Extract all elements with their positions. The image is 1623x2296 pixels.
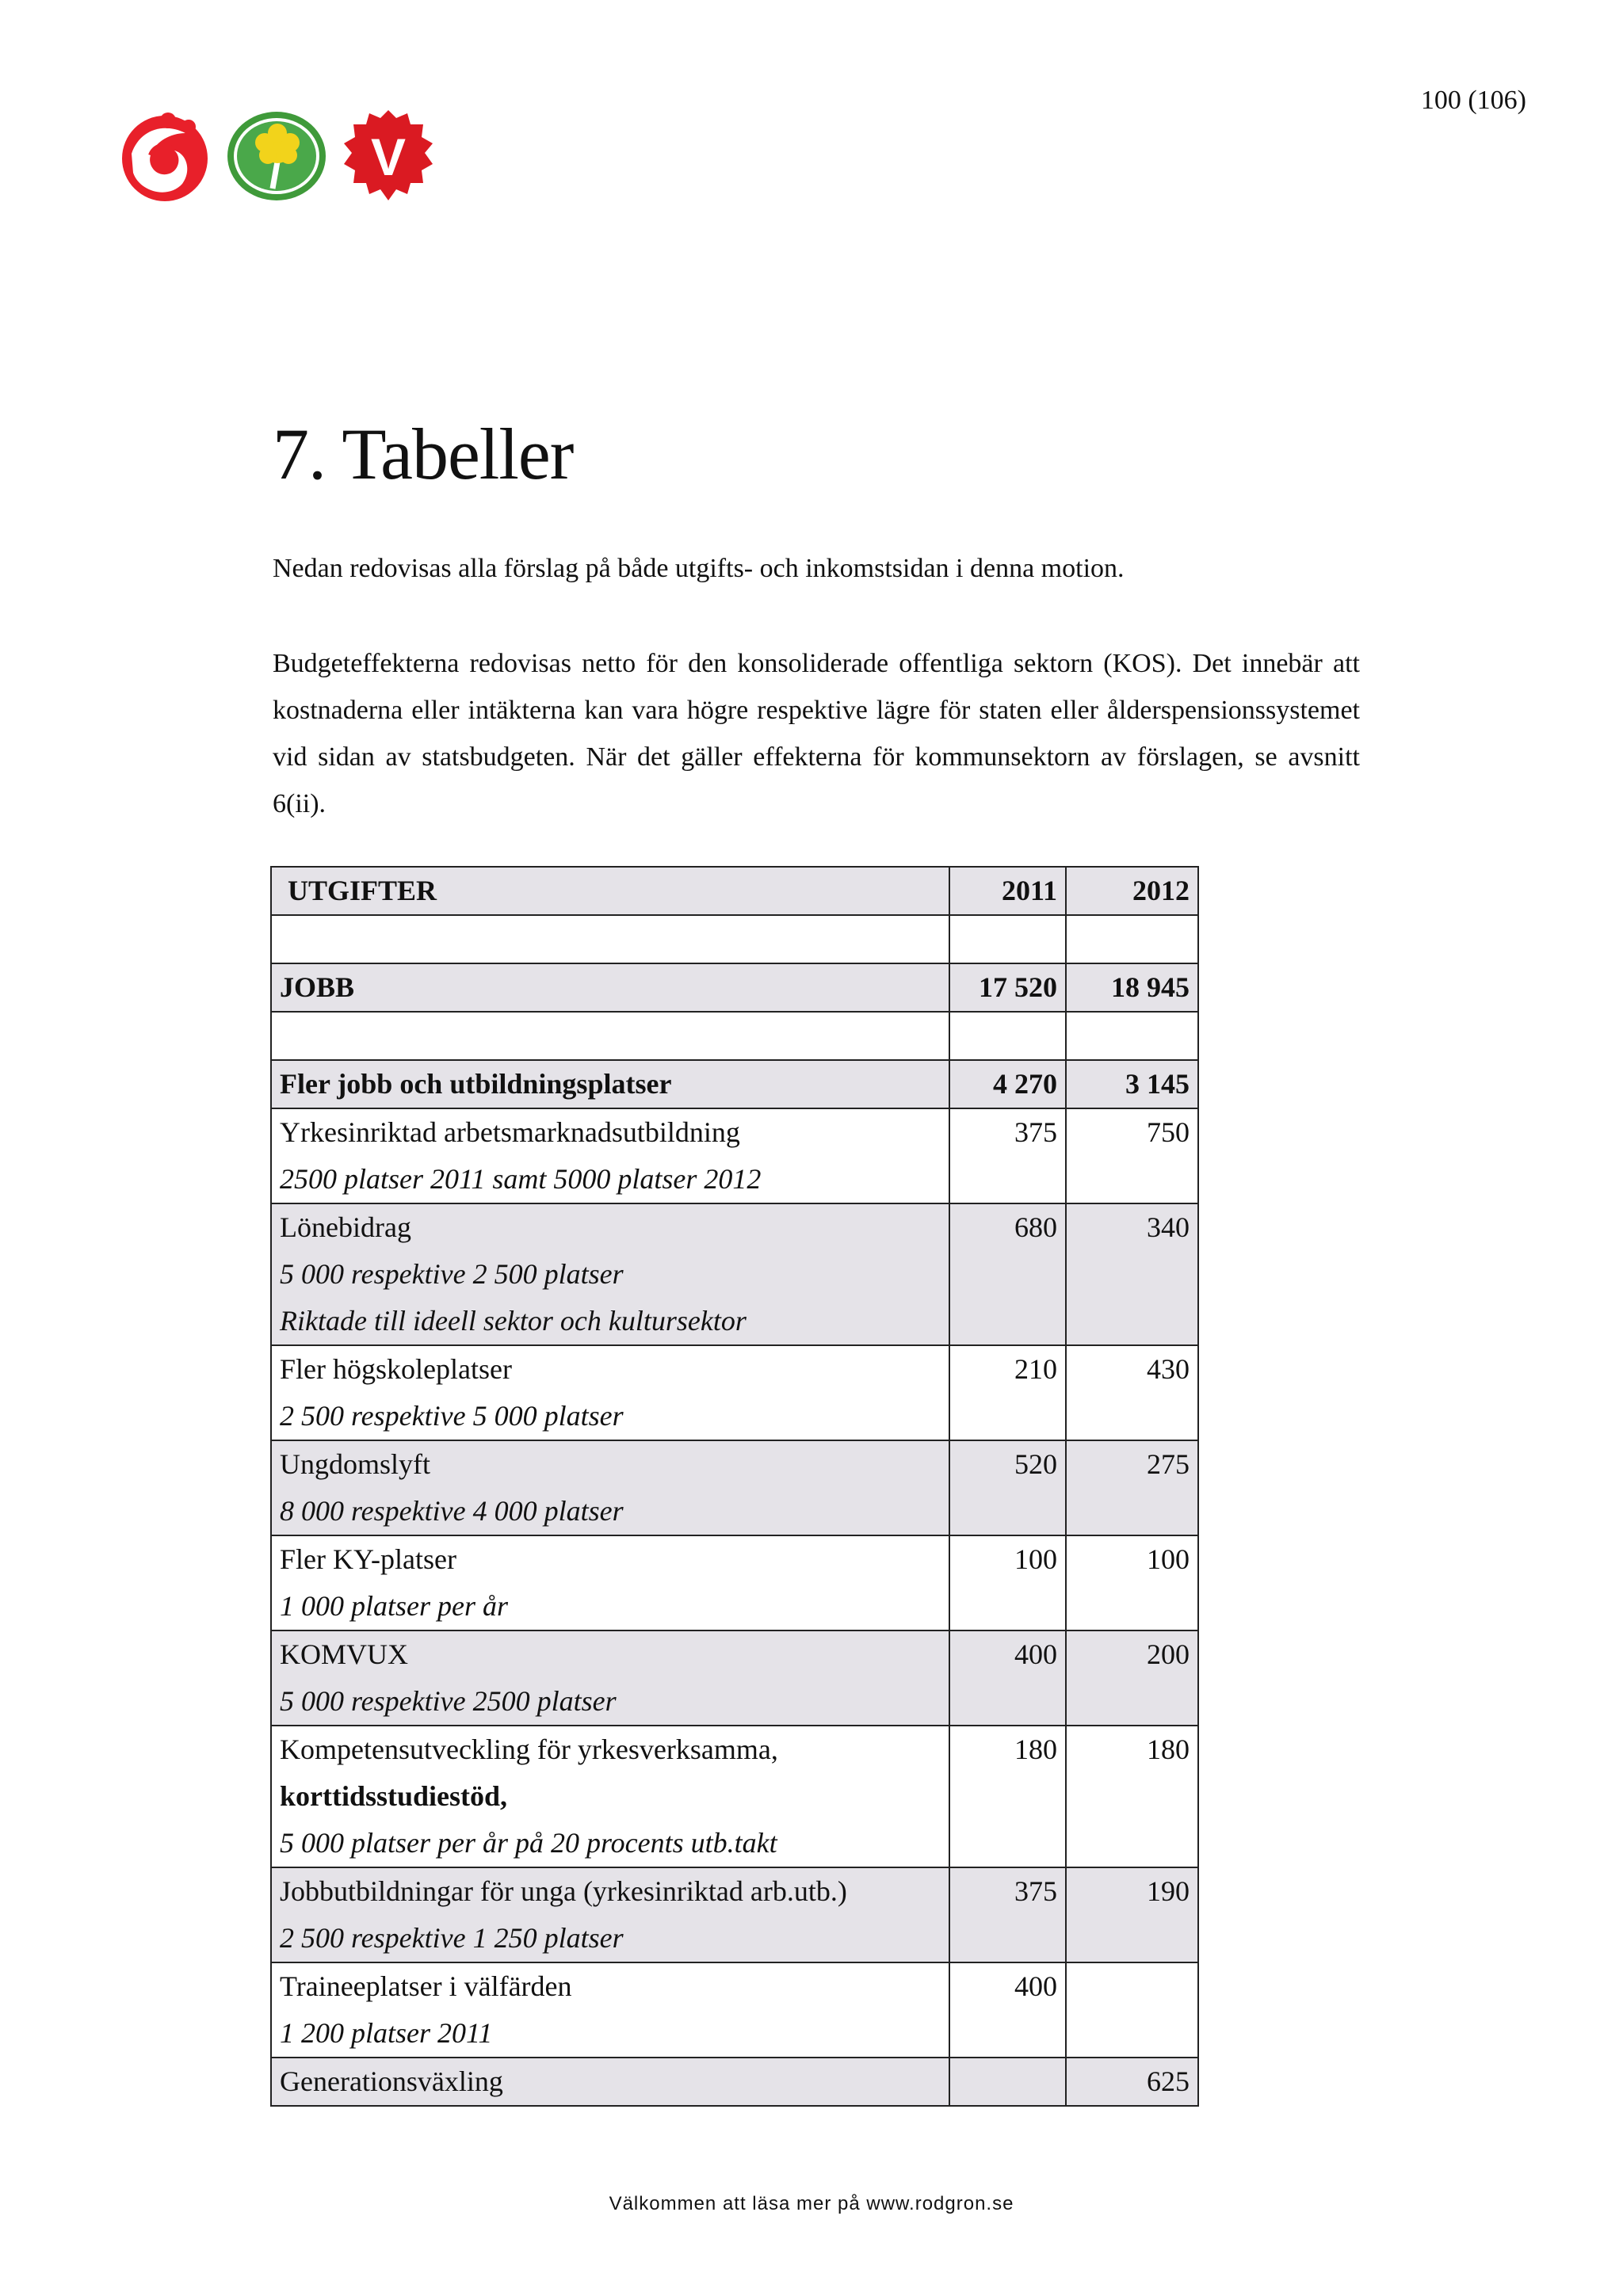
table-row [271, 1726, 1198, 1867]
row-label: KOMVUX [280, 1638, 408, 1670]
table-header-row [271, 867, 1198, 915]
row-2012: 275 [1066, 1440, 1198, 1535]
row-note: 1 000 platser per år [280, 1590, 508, 1622]
row-note: 2 500 respektive 1 250 platser [280, 1922, 624, 1954]
section-2011: 4 270 [949, 1060, 1066, 1108]
row-2012: 190 [1066, 1867, 1198, 1962]
row-label: Ungdomslyft [280, 1448, 431, 1480]
table-spacer-row [271, 915, 1198, 963]
row-2012: 750 [1066, 1108, 1198, 1203]
row-2011: 100 [949, 1535, 1066, 1630]
row-2011: 180 [949, 1726, 1066, 1867]
row-2011: 520 [949, 1440, 1066, 1535]
row-label: Traineeplatser i välfärden [280, 1970, 572, 2002]
row-2012: 430 [1066, 1345, 1198, 1440]
table-row [271, 2058, 1198, 2106]
page-number: 100 (106) [1420, 86, 1526, 115]
party-logos [116, 106, 437, 206]
row-2011: 680 [949, 1203, 1066, 1345]
expenditure-table [270, 866, 1199, 2107]
row-note: 5 000 platser per år på 20 procents utb.takt [280, 1827, 777, 1859]
table-row [271, 1535, 1198, 1630]
row-note: 5 000 respektive 2500 platser [280, 1685, 617, 1717]
dandelion-icon [225, 109, 328, 203]
row-2012: 100 [1066, 1535, 1198, 1630]
row-note: 8 000 respektive 4 000 platser [280, 1495, 624, 1527]
table-row [271, 1867, 1198, 1962]
header-label: UTGIFTER [271, 867, 949, 915]
row-label: Yrkesinriktad arbetsmarknadsutbildning [280, 1116, 740, 1148]
row-label: Fler KY-platser [280, 1543, 456, 1575]
table-row [271, 1203, 1198, 1345]
row-label: Kompetensutveckling för yrkesverksamma, [280, 1733, 778, 1765]
jobb-2011: 17 520 [949, 963, 1066, 1012]
row-2011: 375 [949, 1867, 1066, 1962]
row-2012 [1066, 1962, 1198, 2058]
row-note-2: Riktade till ideell sektor och kultursektor [280, 1305, 747, 1337]
footer-text: Välkommen att läsa mer på www.rodgron.se [609, 2193, 1014, 2214]
row-label: Lönebidrag [280, 1211, 411, 1243]
row-2011 [949, 2058, 1066, 2106]
budget-effects-paragraph: Budgeteffekterna redovisas netto för den konsoliderade offentliga sektorn (KOS). Det innebär att kostnaderna eller intäkterna kan vara högre respektive lägre för staten eller ålderspensionssystemet vid sidan av statsbudgeten. När det gäller effekterna för kommunsektorn av förslagen, se avsnitt 6(ii). [273, 649, 1360, 818]
row-2011: 210 [949, 1345, 1066, 1440]
row-label: Fler högskoleplatser [280, 1353, 512, 1385]
table-row [271, 1440, 1198, 1535]
row-label: Jobbutbildningar för unga (yrkesinriktad arb.utb.) [280, 1875, 847, 1907]
rose-icon [116, 106, 214, 206]
v-carnation-icon [339, 107, 437, 205]
table-spacer-row [271, 1012, 1198, 1060]
table-row [271, 1345, 1198, 1440]
table-row-jobb [271, 963, 1198, 1012]
row-2012: 200 [1066, 1630, 1198, 1726]
row-2011: 400 [949, 1962, 1066, 2058]
row-2012: 625 [1066, 2058, 1198, 2106]
header-year-2012: 2012 [1066, 867, 1198, 915]
row-note: 2 500 respektive 5 000 platser [280, 1400, 624, 1432]
jobb-2012: 18 945 [1066, 963, 1198, 1012]
table-row [271, 1630, 1198, 1726]
row-2012: 180 [1066, 1726, 1198, 1867]
row-2011: 400 [949, 1630, 1066, 1726]
row-note: 5 000 respektive 2 500 platser [280, 1258, 624, 1290]
row-note: 2500 platser 2011 samt 5000 platser 2012 [280, 1163, 762, 1195]
logo-letter: V [370, 128, 407, 186]
row-label: Generationsväxling [271, 2058, 949, 2106]
jobb-label: JOBB [271, 963, 949, 1012]
section-heading: 7. Tabeller [273, 414, 574, 494]
section-2012: 3 145 [1066, 1060, 1198, 1108]
table-row [271, 1962, 1198, 2058]
intro-paragraph: Nedan redovisas alla förslag på både utgifts- och inkomstsidan i denna motion. [273, 554, 1125, 583]
header-year-2011: 2011 [949, 867, 1066, 915]
row-bold-line: korttidsstudiestöd, [280, 1780, 508, 1812]
table-row-section [271, 1060, 1198, 1108]
row-note: 1 200 platser 2011 [280, 2017, 493, 2049]
section-label: Fler jobb och utbildningsplatser [271, 1060, 949, 1108]
table-row [271, 1108, 1198, 1203]
row-2012: 340 [1066, 1203, 1198, 1345]
row-2011: 375 [949, 1108, 1066, 1203]
